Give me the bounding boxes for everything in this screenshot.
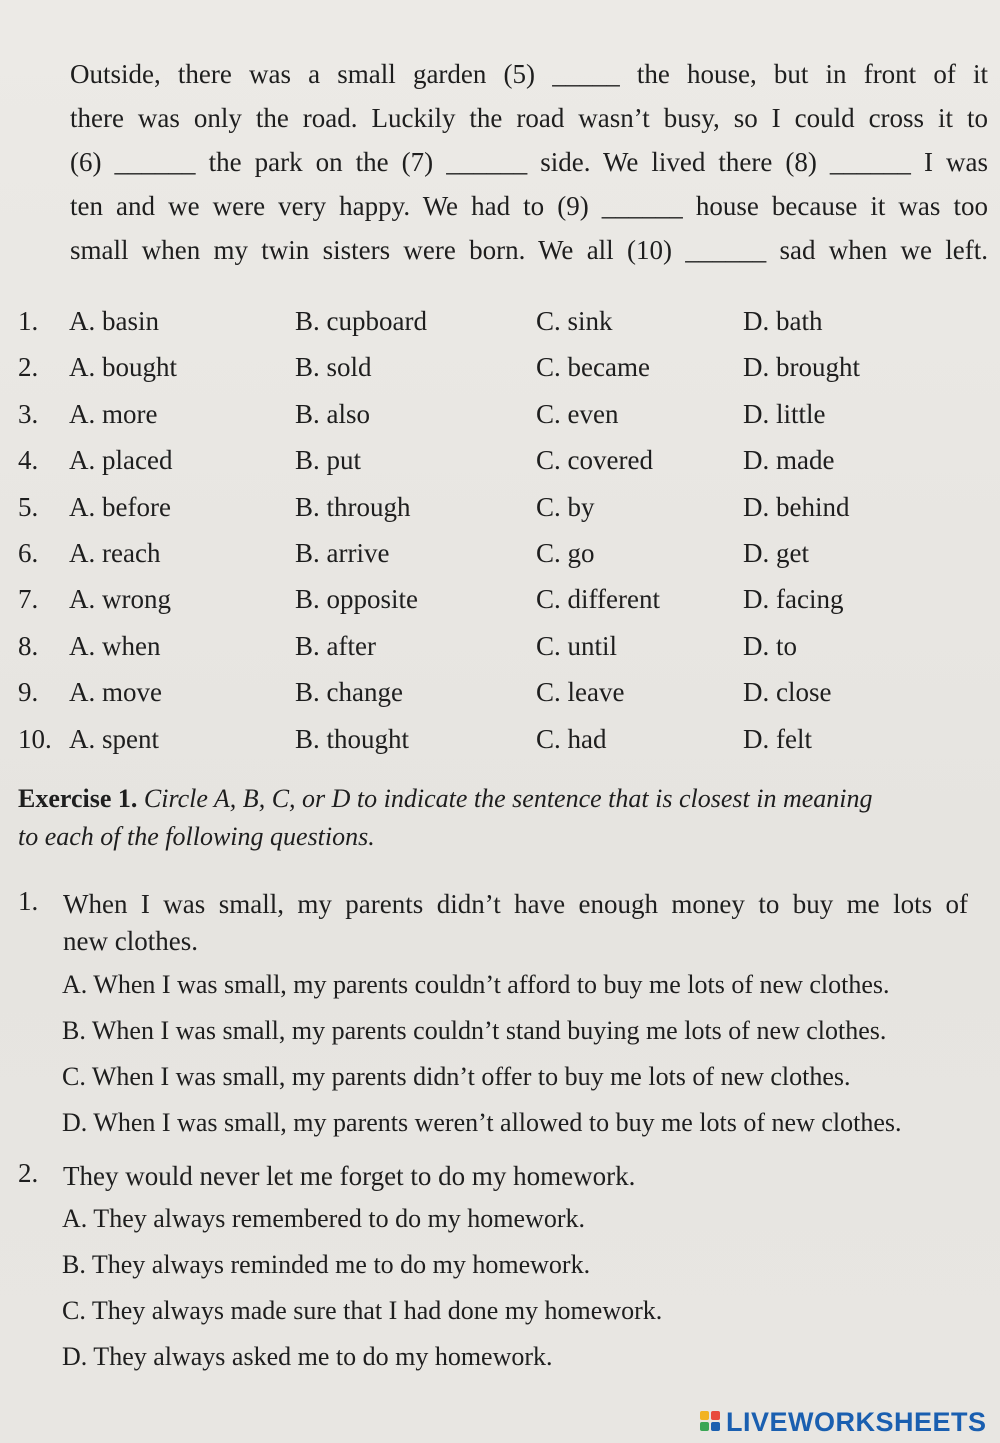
liveworksheets-watermark — [700, 1405, 987, 1439]
choice-row — [18, 344, 978, 390]
option-b[interactable]: B. cupboard — [295, 306, 427, 336]
choice-row — [18, 623, 978, 669]
option-d[interactable]: D. behind — [743, 491, 850, 522]
option-b[interactable]: B. thought — [295, 723, 410, 754]
question-number: 1. — [18, 886, 39, 916]
question-number: 9. — [18, 677, 39, 708]
question-stem-line: new clothes. — [63, 926, 198, 956]
option-a[interactable]: A. bought — [69, 352, 177, 383]
option-a[interactable]: A. when — [69, 630, 161, 661]
question-stem-line: They would never let me forget to do my homework. — [63, 1161, 636, 1191]
choice-row — [18, 716, 978, 762]
option-d[interactable]: D. facing — [743, 584, 844, 615]
option-d[interactable]: D. brought — [743, 352, 860, 383]
passage-line: Outside, there was a small garden (5) _____ the house, but in front of it — [70, 59, 988, 89]
question-number: 10. — [18, 723, 52, 754]
option-d[interactable]: D. little — [743, 398, 826, 429]
option-a[interactable]: A. wrong — [69, 584, 171, 615]
option-d[interactable]: D. felt — [743, 723, 812, 754]
option-c[interactable]: C. until — [536, 630, 618, 661]
question-number: 3. — [18, 398, 39, 429]
question-number: 2. — [18, 1158, 39, 1188]
question-stem — [63, 886, 968, 960]
option-a[interactable]: A. move — [69, 677, 162, 708]
option-d[interactable]: D. bath — [743, 306, 823, 336]
choice-row — [18, 298, 978, 344]
option-c[interactable]: C. different — [536, 584, 660, 615]
question-1-option-b[interactable]: B. When I was small, my parents couldn’t stand buying me lots of new clothes. — [62, 1016, 887, 1045]
exercise-label: Exercise 1. — [18, 784, 138, 813]
watermark-text: LIVEWORKSHEETS — [726, 1406, 987, 1437]
option-b[interactable]: B. arrive — [295, 537, 390, 568]
question-1-option-a[interactable]: A. When I was small, my parents couldn’t afford to buy me lots of new clothes. — [62, 970, 890, 999]
option-a[interactable]: A. more — [69, 398, 158, 429]
question-1-option-c[interactable]: C. When I was small, my parents didn’t offer to buy me lots of new clothes. — [62, 1062, 851, 1091]
choice-row — [18, 484, 978, 530]
choice-row — [18, 530, 978, 576]
option-b[interactable]: B. opposite — [295, 584, 419, 615]
option-c[interactable]: C. go — [536, 537, 595, 568]
question-2-option-b[interactable]: B. They always reminded me to do my homework. — [62, 1250, 591, 1279]
question-2-option-c[interactable]: C. They always made sure that I had done my homework. — [62, 1296, 663, 1325]
question-number: 7. — [18, 584, 39, 615]
question-number: 8. — [18, 630, 39, 661]
question-2-option-a[interactable]: A. They always remembered to do my homework. — [62, 1204, 585, 1233]
option-c[interactable]: C. even — [536, 398, 619, 429]
exercise-instruction: Circle A, B, C, or D to indicate the sentence that is closest in meaning — [143, 784, 873, 813]
option-c[interactable]: C. had — [536, 723, 607, 754]
option-a[interactable]: A. reach — [69, 537, 161, 568]
liveworksheets-logo-icon — [700, 1411, 722, 1433]
question-number: 1. — [18, 306, 39, 336]
option-b[interactable]: B. change — [295, 677, 403, 708]
passage-line: (6) ______ the park on the (7) ______ side. We lived there (8) ______ I was — [70, 147, 988, 177]
option-c[interactable]: C. covered — [536, 445, 653, 476]
choice-row — [18, 437, 978, 483]
option-b[interactable]: B. sold — [295, 352, 372, 383]
option-c[interactable]: C. became — [536, 352, 650, 383]
question-stem-line: When I was small, my parents didn’t have enough money to buy me lots of — [63, 889, 968, 919]
passage-line: small when my twin sisters were born. We all (10) ______ sad when we left. — [70, 235, 988, 265]
option-d[interactable]: D. made — [743, 445, 835, 476]
question-2-option-d[interactable]: D. They always asked me to do my homework. — [62, 1342, 553, 1371]
option-c[interactable]: C. by — [536, 491, 595, 522]
option-b[interactable]: B. after — [295, 630, 376, 661]
choice-row — [18, 576, 978, 622]
option-c[interactable]: C. sink — [536, 306, 613, 336]
option-a[interactable]: A. spent — [69, 723, 159, 754]
option-d[interactable]: D. close — [743, 677, 832, 708]
option-d[interactable]: D. get — [743, 537, 809, 568]
option-c[interactable]: C. leave — [536, 677, 625, 708]
option-b[interactable]: B. put — [295, 445, 362, 476]
question-1-option-d[interactable]: D. When I was small, my parents weren’t allowed to buy me lots of new clothes. — [62, 1108, 902, 1137]
answer-choices-table — [18, 298, 978, 762]
choice-row — [18, 391, 978, 437]
option-b[interactable]: B. also — [295, 398, 371, 429]
question-number: 4. — [18, 445, 39, 476]
question-number: 2. — [18, 352, 39, 383]
option-b[interactable]: B. through — [295, 491, 411, 522]
question-stem — [63, 1158, 968, 1195]
reading-passage — [70, 52, 988, 272]
option-a[interactable]: A. placed — [69, 445, 173, 476]
question-number: 6. — [18, 537, 39, 568]
exercise-heading — [18, 780, 978, 856]
option-a[interactable]: A. basin — [69, 306, 159, 336]
choice-row — [18, 669, 978, 715]
option-d[interactable]: D. to — [743, 630, 797, 661]
question-number: 5. — [18, 491, 39, 522]
passage-line: there was only the road. Luckily the road wasn’t busy, so I could cross it to — [70, 103, 988, 133]
passage-line: ten and we were very happy. We had to (9) ______ house because it was too — [70, 191, 988, 221]
option-a[interactable]: A. before — [69, 491, 171, 522]
exercise-instruction-cont: to each of the following questions. — [18, 822, 375, 851]
